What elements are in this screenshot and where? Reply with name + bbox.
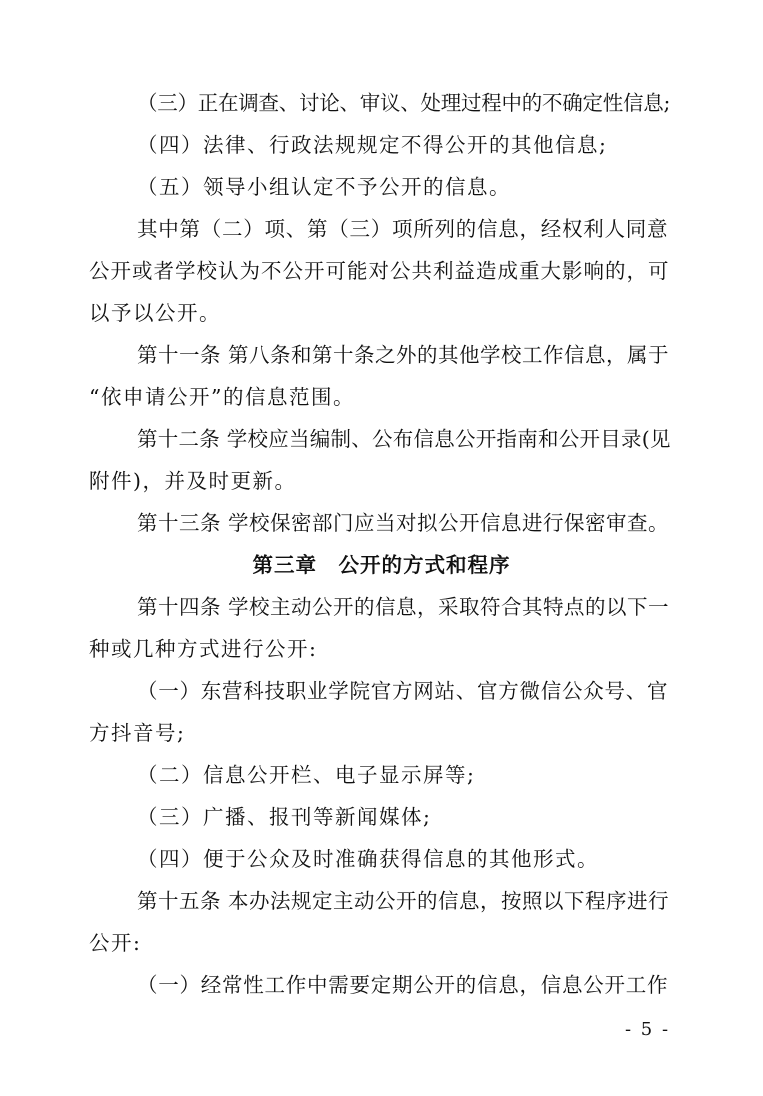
text-line: 以予以公开。 [89,301,221,325]
text-line: 种或几种方式进行公开: [89,637,318,661]
text-line: 第十一条 第八条和第十条之外的其他学校工作信息，属于 [137,343,670,367]
text-line: 第十二条 学校应当编制、公布信息公开指南和公开目录(见 [137,427,671,451]
text-line: 附件)，并及时更新。 [89,469,297,493]
page-number: - 5 - [625,1019,671,1040]
text-line: 公开: [89,931,142,955]
text-line: （三）广播、报刊等新闻媒体; [137,805,432,829]
text-line: （二）信息公开栏、电子显示屏等; [137,763,476,787]
text-line: 其中第（二）项、第（三）项所列的信息，经权利人同意 [137,217,669,241]
text-line: 公开或者学校认为不公开可能对公共利益造成重大影响的，可 [89,259,670,283]
chapter-heading: 第三章 公开的方式和程序 [252,553,511,577]
text-line: 第十四条 学校主动公开的信息，采取符合其特点的以下一 [137,595,670,619]
text-line: 方抖音号; [89,721,186,745]
text-line: （三）正在调查、讨论、审议、处理过程中的不确定性信息; [137,91,671,115]
text-line: 第十三条 学校保密部门应当对拟公开信息进行保密审查。 [137,511,670,535]
text-line: “依申请公开”的信息范围。 [89,385,355,409]
text-line: （四）法律、行政法规规定不得公开的其他信息; [137,133,608,157]
text-line: 第十五条 本办法规定主动公开的信息，按照以下程序进行 [137,889,670,913]
text-line: （一）经常性工作中需要定期公开的信息，信息公开工作 [137,973,669,997]
text-line: （四）便于公众及时准确获得信息的其他形式。 [137,847,599,871]
text-line: （五）领导小组认定不予公开的信息。 [137,175,511,199]
text-line: （一）东营科技职业学院官方网站、官方微信公众号、官 [137,679,669,703]
